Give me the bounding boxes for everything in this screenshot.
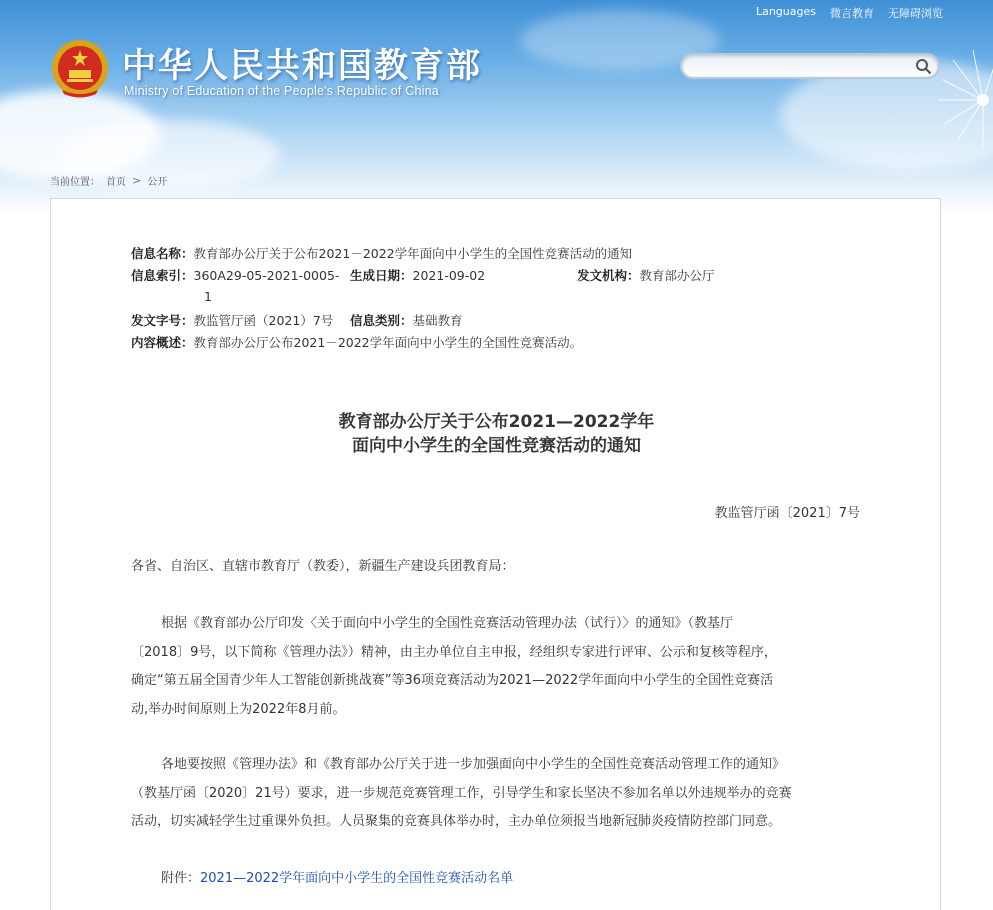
attachment-line xyxy=(131,865,866,894)
paragraph-2-text-1: 各地要按照《管理办法》和《教育部办公厅关于进一步加强面向中小学生的全国性竞赛活动管理工作的通知》 xyxy=(161,757,786,772)
document-number: 教监管厅函〔2021〕7号 xyxy=(714,506,860,521)
meta-docno-row xyxy=(131,311,333,329)
paragraph-1 xyxy=(131,610,866,724)
meta-name-value: 教育部办公厅关于公布2021－2022学年面向中小学生的全国性竞赛活动的通知 xyxy=(193,246,633,261)
document-title-line-1: 教育部办公厅关于公布2021—2022学年 xyxy=(338,412,655,432)
meta-category-value: 基础教育 xyxy=(412,313,463,328)
meta-index-row-cont xyxy=(204,289,212,304)
breadcrumb-current[interactable]: 公开 xyxy=(147,177,168,188)
search-box xyxy=(680,53,940,79)
meta-index-label: 信息索引： xyxy=(131,268,194,283)
meta-name-label: 信息名称： xyxy=(131,246,194,261)
breadcrumb xyxy=(50,173,167,188)
meta-issuer-value: 教育部办公厅 xyxy=(639,268,715,283)
meta-summary-value: 教育部办公厅公布2021－2022学年面向中小学生的全国性竞赛活动。 xyxy=(193,335,583,350)
meta-index-value-cont: 1 xyxy=(204,289,212,304)
breadcrumb-home-link[interactable]: 首页 xyxy=(106,177,126,188)
languages-link[interactable]: Languages xyxy=(755,5,816,18)
attachment-link[interactable]: 2021—2022学年面向中小学生的全国性竞赛活动名单 xyxy=(200,871,514,886)
meta-category-row xyxy=(350,311,463,329)
site-subtitle: Ministry of Education of the People's Republic of China xyxy=(124,84,439,98)
national-emblem-icon xyxy=(50,38,110,100)
meta-date-value: 2021-09-02 xyxy=(412,268,486,283)
search-icon[interactable] xyxy=(915,58,932,75)
breadcrumb-prefix: 当前位置： xyxy=(50,177,100,188)
meta-docno-label: 发文字号： xyxy=(131,313,194,328)
meta-category-label: 信息类别： xyxy=(350,313,413,328)
attachment-label: 附件： xyxy=(161,871,201,886)
breadcrumb-separator: > xyxy=(132,174,142,187)
meta-date-label: 生成日期： xyxy=(350,268,413,283)
paragraph-2-line-3: 活动，切实减轻学生过重课外负担。人员聚集的竞赛具体举办时，主办单位须报当地新冠肺炎疫情防控部门同意。 xyxy=(131,814,782,829)
paragraph-1-text-1: 根据《教育部办公厅印发〈关于面向中小学生的全国性竞赛活动管理办法（试行）〉的通知》（教基厅 xyxy=(161,616,734,631)
accessibility-link[interactable]: 无障碍浏览 xyxy=(888,7,943,20)
paragraph-1-line-4: 动,举办时间原则上为2022年8月前。 xyxy=(131,701,346,717)
meta-issuer-label: 发文机构： xyxy=(577,268,640,283)
meta-docno-value: 教监管厅函（2021）7号 xyxy=(193,313,334,328)
search-input[interactable] xyxy=(692,57,902,75)
site-title: 中华人民共和国教育部 xyxy=(122,46,482,86)
paragraph-2-line-1 xyxy=(131,751,866,780)
paragraph-1-line-2: 〔2018〕9号，以下简称《管理办法》）精神，由主办单位自主申报，经组织专家进行评审、公示和复核等程序， xyxy=(131,644,777,660)
meta-summary-label: 内容概述： xyxy=(131,335,194,350)
paragraph-2-line-2: （教基厅函〔2020〕21号）要求，进一步规范竞赛管理工作，引导学生和家长坚决不参加名单以外违规举办的竞赛 xyxy=(131,785,792,801)
paragraph-2 xyxy=(131,751,866,837)
meta-issuer-row xyxy=(577,266,715,284)
paragraph-1-line-3: 确定“第五届全国青少年人工智能创新挑战赛”等36项竞赛活动为2021—2022学年面向中小学生的全国性竞赛活 xyxy=(131,673,774,688)
salutation: 各省、自治区、直辖市教育厅（教委），新疆生产建设兵团教育局： xyxy=(131,559,515,574)
meta-name-row xyxy=(131,244,632,262)
meta-date-row xyxy=(350,266,485,284)
meta-summary-row xyxy=(131,333,582,351)
meta-index-row xyxy=(131,266,339,284)
top-links xyxy=(756,5,943,21)
weiyan-link[interactable]: 微言教育 xyxy=(830,7,874,20)
document-title-line-2: 面向中小学生的全国性竞赛活动的通知 xyxy=(352,436,641,456)
meta-index-value: 360A29-05-2021-0005- xyxy=(193,268,340,283)
paragraph-1-line-1 xyxy=(131,610,866,639)
